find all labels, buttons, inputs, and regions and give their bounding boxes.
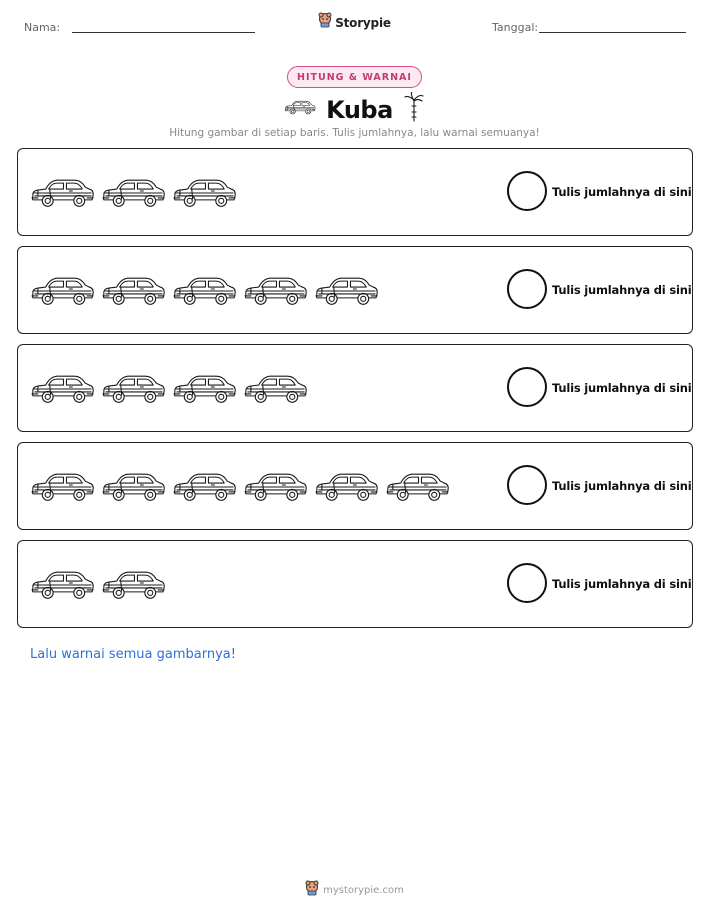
date-line[interactable] (539, 32, 686, 33)
name-label: Nama: (24, 21, 61, 34)
answer-prompt: Tulis jumlahnya di sini (552, 577, 692, 591)
answer-circle[interactable] (507, 563, 547, 603)
vintage-car-icon (172, 466, 237, 506)
vintage-car-icon (101, 172, 166, 212)
car-group (30, 345, 308, 431)
vintage-car-icon (172, 172, 237, 212)
answer-prompt: Tulis jumlahnya di sini (552, 479, 692, 493)
vintage-car-icon (101, 466, 166, 506)
vintage-car-icon (385, 466, 450, 506)
vintage-car-icon (101, 368, 166, 408)
vintage-car-icon (30, 564, 95, 604)
vintage-car-icon (30, 368, 95, 408)
brand (0, 12, 709, 33)
answer-circle[interactable] (507, 269, 547, 309)
page-title: Kuba (326, 95, 393, 124)
vintage-car-icon (30, 270, 95, 310)
footer-site-url: mystorypie.com (323, 885, 404, 896)
vintage-car-icon (314, 466, 379, 506)
brand-name: Storypie (335, 15, 391, 30)
count-row (17, 540, 693, 628)
vintage-car-icon (243, 466, 308, 506)
vintage-car-icon (30, 172, 95, 212)
count-row (17, 246, 693, 334)
date-label: Tanggal: (492, 21, 539, 34)
count-row (17, 344, 693, 432)
vintage-car-icon (172, 368, 237, 408)
storypie-mascot-icon (305, 880, 319, 901)
vintage-car-icon (101, 270, 166, 310)
car-group (30, 443, 450, 529)
answer-prompt: Tulis jumlahnya di sini (552, 381, 692, 395)
vintage-car-icon (314, 270, 379, 310)
answer-circle[interactable] (507, 367, 547, 407)
vintage-car-icon (172, 270, 237, 310)
instruction-text: Hitung gambar di setiap baris. Tulis jumlahnya, lalu warnai semuanya! (169, 127, 540, 139)
car-group (30, 541, 166, 627)
car-group (30, 247, 379, 333)
answer-circle[interactable] (507, 171, 547, 211)
sugarcane-icon (403, 92, 425, 127)
footer-site (0, 880, 709, 901)
vintage-car-icon (101, 564, 166, 604)
vintage-car-icon (30, 466, 95, 506)
vintage-car-icon (243, 270, 308, 310)
storypie-mascot-icon (318, 12, 332, 33)
footer-note: Lalu warnai semua gambarnya! (30, 647, 236, 662)
vintage-car-icon (243, 368, 308, 408)
title-row (0, 92, 709, 127)
vintage-car-icon (284, 97, 316, 122)
car-group (30, 149, 237, 235)
count-row (17, 442, 693, 530)
answer-circle[interactable] (507, 465, 547, 505)
counting-rows (17, 148, 693, 638)
count-row (17, 148, 693, 236)
answer-prompt: Tulis jumlahnya di sini (552, 185, 692, 199)
activity-badge: HITUNG & WARNAI (287, 66, 422, 88)
answer-prompt: Tulis jumlahnya di sini (552, 283, 692, 297)
